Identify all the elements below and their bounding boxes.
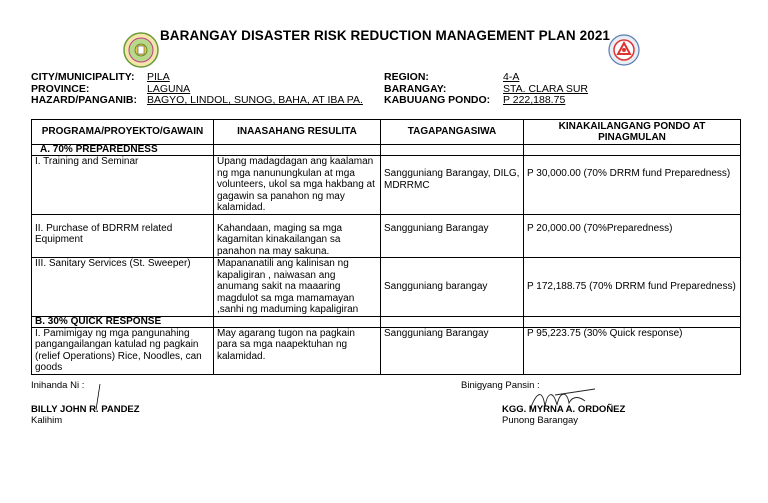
result-cell: May agarang tugon na pagkain para sa mga naapektuhan ng kalamidad. [214,327,381,374]
info-left-values [147,72,363,107]
program-cell: II. Purchase of BDRRM related Equipment [32,214,214,258]
fund-cell: P 20,000.00 (70%Preparedness) [524,214,741,258]
noted-by-title: Punong Barangay [502,415,579,426]
col-header-program: PROGRAMA/PROYEKTO/GAWAIN [32,120,214,145]
table-row [32,156,741,215]
page-title: BARANGAY DISASTER RISK REDUCTION MANAGEMENT PLAN 2021 [159,28,611,43]
noted-by-label: Binigyang Pansin : [461,380,540,391]
city-value: PILA [147,71,170,83]
prepared-by-label: Inihanda Ni : [31,380,85,391]
section-label: B. 30% QUICK RESPONSE [32,316,214,327]
hazard-label: HAZARD/PANGANIB: [31,94,137,106]
table-row [32,327,741,374]
prepared-by-name: BILLY JOHN R. PANDEZ [31,404,140,415]
admin-cell: Sangguniang Barangay, DILG, MDRRMC [381,156,524,215]
program-cell: I. Training and Seminar [32,156,214,215]
barangay-value: STA. CLARA SUR [503,82,588,95]
barangay-label: BARANGAY: [384,82,447,95]
hazard-value: BAGYO, LINDOL, SUNOG, BAHA, AT IBA PA. [147,94,363,106]
col-header-result: INAASAHANG RESULITA [214,120,381,145]
program-cell: I. Pamimigay ng mga pangunahing pangangailangan katulad ng pagkain (relief Operations) Rice, Noodles, can goods [32,327,214,374]
admin-cell: Sangguniang barangay [381,258,524,317]
plan-table [31,119,741,375]
col-header-fund: KINAKAILANGANG PONDO AT PINAGMULAN [524,120,741,145]
table-row [32,214,741,258]
admin-cell: Sangguniang Barangay [381,327,524,374]
result-cell: Mapananatili ang kalinisan ng kapaligiran , naiwasan ang anumang sakit na maaaring magdulot sa mga mamamayan ,sanhi ng maduming kapaligiran [214,258,381,317]
barangay-seal-logo [123,32,159,68]
fund-cell: P 172,188.75 (70% DRRM fund Preparedness) [524,258,741,317]
info-right-values [503,72,588,107]
section-row-quick-response [32,316,741,327]
city-label: CITY/MUNICIPALITY: [31,71,135,83]
noted-by-name: KGG. MYRNA A. ORDOÑEZ [502,404,626,415]
info-left [31,72,137,107]
admin-cell: Sangguniang Barangay [381,214,524,258]
program-cell: III. Sanitary Services (St. Sweeper) [32,258,214,317]
prepared-by-title: Kalihim [31,415,63,426]
fund-cell: P 95,223.75 (30% Quick response) [524,327,741,374]
result-cell: Kahandaan, maging sa mga kagamitan kinakailangan sa panahon na may sakuna. [214,214,381,258]
drrm-logo [608,34,640,66]
table-header-row [32,120,741,145]
fund-label: KABUUANG PONDO: [384,94,491,106]
fund-value: P 222,188.75 [503,94,566,106]
province-label: PROVINCE: [31,82,90,95]
info-right [384,72,490,107]
section-row-preparedness [32,145,741,156]
fund-cell: P 30,000.00 (70% DRRM fund Preparedness) [524,156,741,215]
region-label: REGION: [384,71,429,83]
result-cell: Upang madagdagan ang kaalaman ng mga nanunungkulan at mga volunteers, ukol sa mga hakbang at gagawin sa panahon ng may kalamidad. [214,156,381,215]
section-label: A. 70% PREPAREDNESS [32,145,214,156]
col-header-admin: TAGAPANGASIWA [381,120,524,145]
region-value: 4-A [503,71,520,83]
table-row [32,258,741,317]
province-value: LAGUNA [147,82,191,95]
